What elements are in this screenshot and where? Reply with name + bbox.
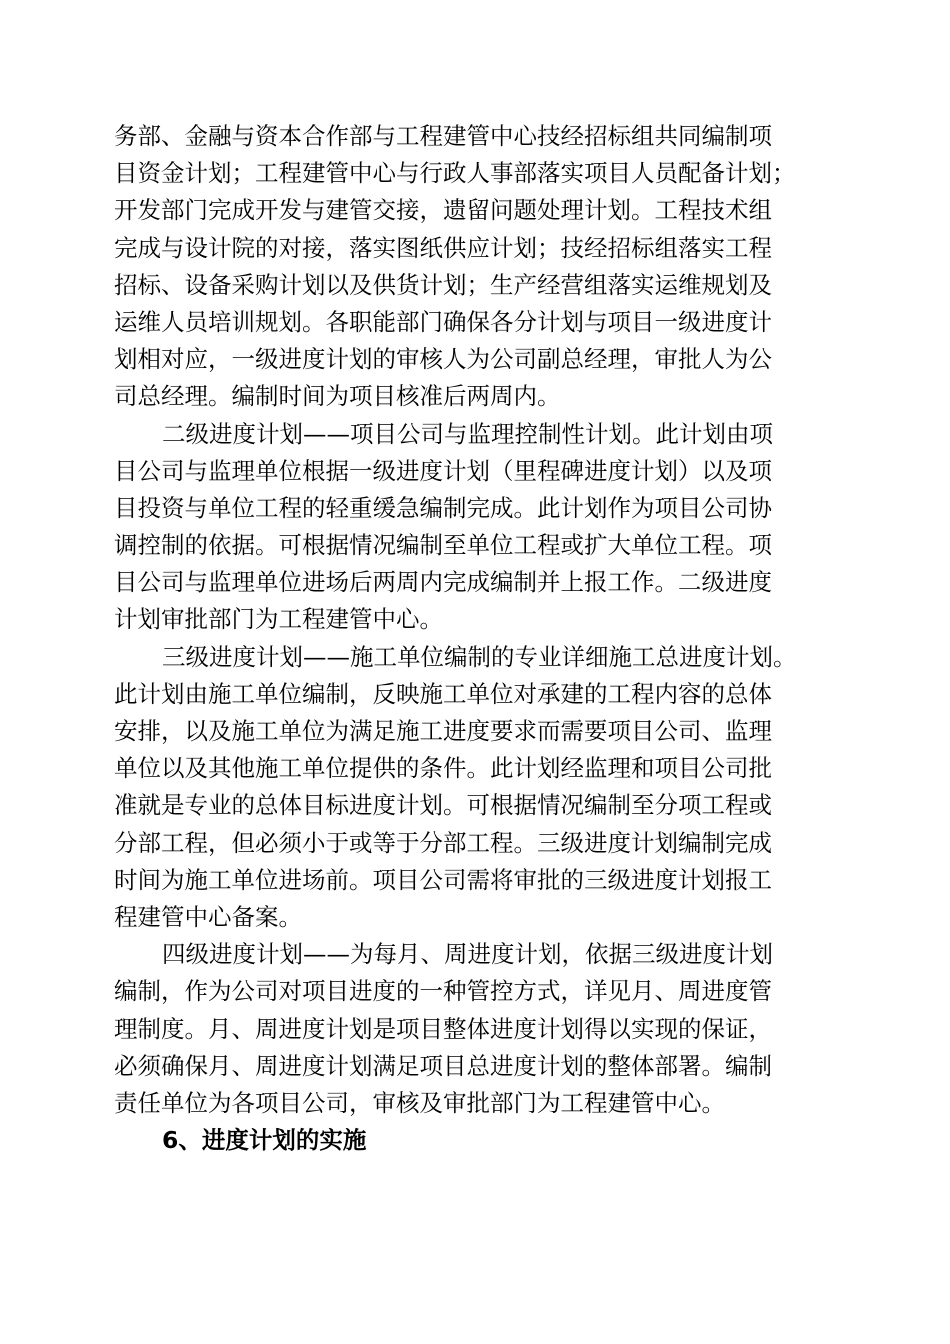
- body-line: 司总经理。编制时间为项目核准后两周内。: [114, 382, 561, 411]
- body-line: 运维人员培训规划。各职能部门确保各分计划与项目一级进度计: [114, 307, 772, 336]
- paragraph-first-line: 三级进度计划——施工单位编制的专业详细施工总进度计划。: [162, 642, 797, 671]
- body-line: 调控制的依据。可根据情况编制至单位工程或扩大单位工程。项: [114, 531, 772, 560]
- document-body: [114, 118, 844, 1159]
- body-line: 编制，作为公司对项目进度的一种管控方式，详见月、周进度管: [114, 977, 772, 1006]
- body-line: 划相对应，一级进度计划的审核人为公司副总经理，审批人为公: [114, 345, 772, 374]
- paragraph-first-line: 四级进度计划——为每月、周进度计划，依据三级进度计划: [162, 940, 773, 969]
- body-line: 安排，以及施工单位为满足施工进度要求而需要项目公司、监理: [114, 717, 772, 745]
- body-line: 程建管中心备案。: [114, 902, 302, 931]
- body-line: 单位以及其他施工单位提供的条件。此计划经监理和项目公司批: [114, 754, 772, 783]
- body-line: 目资金计划；工程建管中心与行政人事部落实项目人员配备计划；: [114, 159, 796, 188]
- body-line: 计划审批部门为工程建管中心。: [114, 605, 443, 634]
- body-line: 必须确保月、周进度计划满足项目总进度计划的整体部署。编制: [114, 1051, 772, 1080]
- body-line: 时间为施工单位进场前。项目公司需将审批的三级进度计划报工: [114, 865, 772, 894]
- body-line: 此计划由施工单位编制，反映施工单位对承建的工程内容的总体: [114, 679, 772, 708]
- section-heading: 6、进度计划的实施: [162, 1126, 367, 1155]
- body-line: 准就是专业的总体目标进度计划。可根据情况编制至分项工程或: [114, 791, 772, 820]
- body-line: 务部、金融与资本合作部与工程建管中心技经招标组共同编制项: [114, 122, 772, 150]
- body-line: 目公司与监理单位根据一级进度计划（里程碑进度计划）以及项: [114, 456, 772, 485]
- body-line: 理制度。月、周进度计划是项目整体进度计划得以实现的保证，: [114, 1014, 772, 1043]
- body-line: 完成与设计院的对接，落实图纸供应计划；技经招标组落实工程: [114, 233, 772, 262]
- paragraph-first-line: 二级进度计划——项目公司与监理控制性计划。此计划由项: [162, 419, 773, 448]
- body-line: 目公司与监理单位进场后两周内完成编制并上报工作。二级进度: [114, 568, 772, 597]
- body-line: 开发部门完成开发与建管交接，遗留问题处理计划。工程技术组: [114, 196, 772, 225]
- body-line: 分部工程，但必须小于或等于分部工程。三级进度计划编制完成: [114, 828, 772, 857]
- body-line: 招标、设备采购计划以及供货计划；生产经营组落实运维规划及: [114, 270, 772, 299]
- body-line: 责任单位为各项目公司，审核及审批部门为工程建管中心。: [114, 1088, 725, 1117]
- body-line: 目投资与单位工程的轻重缓急编制完成。此计划作为项目公司协: [114, 493, 772, 522]
